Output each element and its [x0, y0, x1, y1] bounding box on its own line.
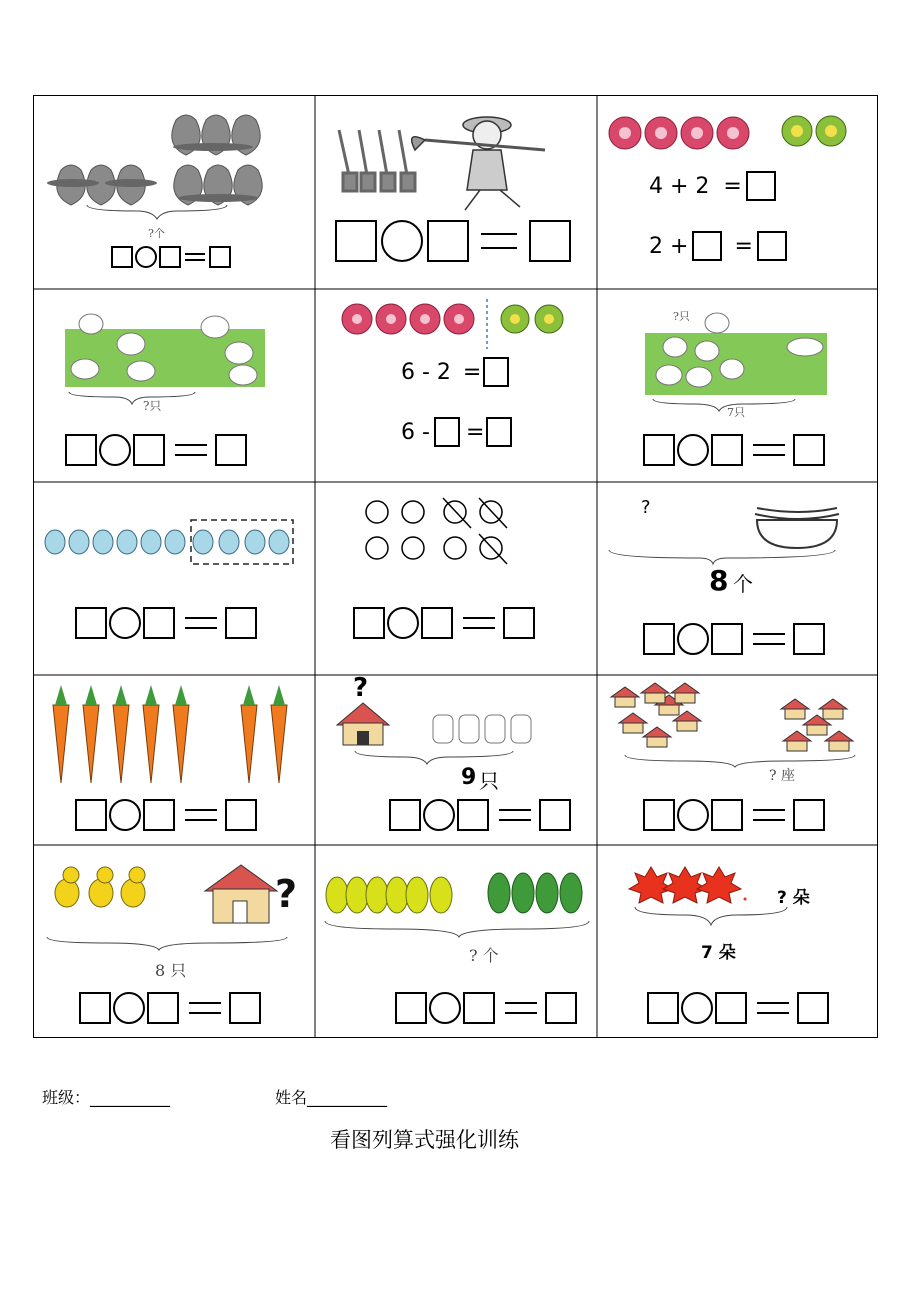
answer-box[interactable] — [75, 799, 107, 831]
equation-template — [75, 799, 257, 831]
equation-template — [643, 434, 825, 466]
equation-template — [389, 799, 571, 831]
equation-template — [643, 623, 825, 655]
rabbits-illustration — [33, 289, 315, 424]
answer-box[interactable] — [711, 434, 743, 466]
answer-box[interactable] — [793, 623, 825, 655]
houses-label: ? 座 — [769, 768, 795, 784]
cell-shovels — [315, 95, 597, 289]
bowls-question: ? — [641, 497, 651, 518]
equation-template — [395, 992, 577, 1024]
cats-total-number: 9 — [461, 765, 477, 790]
cell-flowers-add — [597, 95, 878, 289]
answer-box[interactable] — [643, 623, 675, 655]
peach-illustration — [33, 95, 315, 245]
answer-box[interactable] — [711, 799, 743, 831]
answer-box[interactable] — [643, 434, 675, 466]
answer-box[interactable] — [483, 357, 509, 387]
answer-box[interactable] — [545, 992, 577, 1024]
operator-circle[interactable] — [109, 607, 141, 639]
equation-2 — [649, 231, 787, 261]
eq1-equals: = — [723, 173, 742, 199]
cell-eggs — [33, 482, 315, 675]
class-blank[interactable]: __________ — [90, 1088, 171, 1107]
cell-rabbits — [33, 289, 315, 482]
answer-box[interactable] — [757, 231, 787, 261]
cell-peaches — [33, 95, 315, 289]
cats-question: ? — [353, 673, 369, 703]
answer-box[interactable] — [715, 992, 747, 1024]
equation-1 — [649, 171, 776, 201]
rabbits-question: ?只 — [673, 310, 690, 323]
equation-template — [335, 220, 571, 262]
equals-sign — [463, 607, 495, 639]
answer-box[interactable] — [225, 607, 257, 639]
answer-box[interactable] — [143, 799, 175, 831]
flowers-illustration — [315, 289, 597, 349]
rabbits-total-label: 7只 — [727, 406, 745, 419]
shovels-farmer-illustration — [315, 95, 597, 215]
answer-box[interactable] — [503, 607, 535, 639]
answer-box[interactable] — [225, 799, 257, 831]
operator-circle[interactable] — [429, 992, 461, 1024]
equation-template — [647, 992, 829, 1024]
answer-box[interactable] — [427, 220, 469, 262]
answer-box[interactable] — [539, 799, 571, 831]
answer-box[interactable] — [215, 434, 247, 466]
cell-carrots — [33, 675, 315, 845]
answer-box[interactable] — [111, 246, 133, 268]
answer-box[interactable] — [486, 417, 512, 447]
answer-box[interactable] — [692, 231, 722, 261]
answer-box[interactable] — [463, 992, 495, 1024]
maple-illustration — [597, 845, 878, 965]
name-label: 姓名 — [275, 1088, 308, 1107]
answer-box[interactable] — [209, 246, 231, 268]
operator-circle[interactable] — [381, 220, 423, 262]
answer-box[interactable] — [65, 434, 97, 466]
bowls-illustration — [597, 482, 878, 577]
answer-box[interactable] — [147, 992, 179, 1024]
cell-rabbits-total — [597, 289, 878, 482]
answer-box[interactable] — [353, 607, 385, 639]
equation-template — [65, 434, 247, 466]
question-mark-icon: ? — [275, 872, 298, 916]
operator-circle[interactable] — [135, 246, 157, 268]
equals-sign — [499, 799, 531, 831]
eq1-equals: = — [462, 359, 482, 385]
name-field — [275, 1085, 387, 1108]
answer-box[interactable] — [529, 220, 571, 262]
answer-box[interactable] — [746, 171, 776, 201]
operator-circle[interactable] — [387, 607, 419, 639]
equation-template — [79, 992, 261, 1024]
pears-label: ? 个 — [469, 946, 499, 965]
cell-maple — [597, 845, 878, 1038]
ducks-house-illustration — [33, 845, 315, 965]
answer-box[interactable] — [75, 607, 107, 639]
houses-illustration — [597, 675, 878, 775]
answer-box[interactable] — [133, 434, 165, 466]
equation-template — [643, 799, 825, 831]
equation-1 — [401, 357, 509, 387]
eq1-left: 4 + 2 — [649, 173, 710, 199]
operator-circle[interactable] — [99, 434, 131, 466]
operator-circle[interactable] — [677, 799, 709, 831]
equals-sign — [175, 434, 207, 466]
eq2-left: 6 - — [401, 419, 430, 445]
cell-houses — [597, 675, 878, 845]
equals-sign — [481, 220, 517, 262]
answer-box[interactable] — [647, 992, 679, 1024]
carrots-illustration — [33, 675, 315, 790]
bowls-total-number: 8 — [709, 564, 729, 597]
class-label: 班级： — [42, 1088, 91, 1107]
cell-bowls — [597, 482, 878, 675]
answer-box[interactable] — [143, 607, 175, 639]
cats-total-unit: 只 — [479, 769, 499, 793]
flowers-illustration — [597, 95, 878, 165]
circles-illustration — [315, 482, 597, 582]
operator-circle[interactable] — [113, 992, 145, 1024]
equation-2 — [401, 417, 512, 447]
maple-question: ? 朵 — [777, 888, 810, 908]
equals-sign — [757, 992, 789, 1024]
answer-box[interactable] — [79, 992, 111, 1024]
cell-pears — [315, 845, 597, 1038]
answer-box[interactable] — [335, 220, 377, 262]
eq2-equals: = — [465, 419, 485, 445]
answer-box[interactable] — [793, 434, 825, 466]
maple-total-label: 7 朵 — [701, 943, 736, 963]
operator-circle[interactable] — [677, 623, 709, 655]
equals-sign — [753, 434, 785, 466]
equals-sign — [185, 607, 217, 639]
operator-circle[interactable] — [681, 992, 713, 1024]
equals-sign — [185, 799, 217, 831]
equation-template — [111, 246, 231, 268]
exercise-grid — [33, 95, 878, 1038]
equals-sign — [753, 799, 785, 831]
answer-box[interactable] — [793, 799, 825, 831]
operator-circle[interactable] — [109, 799, 141, 831]
bowls-total-unit: 个 — [733, 572, 753, 596]
answer-box[interactable] — [434, 417, 460, 447]
equals-sign — [185, 246, 205, 268]
worksheet-title: 看图列算式强化训练 — [330, 1128, 519, 1152]
peach-label: ?个 — [148, 227, 165, 240]
answer-box[interactable] — [389, 799, 421, 831]
ducks-label: 8 只 — [155, 961, 187, 980]
cell-circles — [315, 482, 597, 675]
cell-ducks — [33, 845, 315, 1038]
eq2-equals: = — [734, 233, 753, 259]
equals-sign — [505, 992, 537, 1024]
eq1-left: 6 - 2 — [401, 359, 451, 385]
answer-box[interactable] — [457, 799, 489, 831]
equals-sign — [753, 623, 785, 655]
cell-cats — [315, 675, 597, 845]
pears-leaves-illustration — [315, 845, 597, 965]
eggs-illustration — [33, 482, 315, 582]
equals-sign — [189, 992, 221, 1024]
equation-template — [75, 607, 257, 639]
answer-box[interactable] — [395, 992, 427, 1024]
cell-flowers-subtract — [315, 289, 597, 482]
eq2-left: 2 + — [649, 233, 689, 259]
name-blank[interactable]: __________ — [307, 1088, 388, 1107]
operator-circle[interactable] — [677, 434, 709, 466]
answer-box[interactable] — [797, 992, 829, 1024]
answer-box[interactable] — [643, 799, 675, 831]
answer-box[interactable] — [421, 607, 453, 639]
rabbits-label: ?只 — [143, 399, 162, 413]
class-field — [42, 1085, 170, 1108]
operator-circle[interactable] — [423, 799, 455, 831]
answer-box[interactable] — [229, 992, 261, 1024]
answer-box[interactable] — [711, 623, 743, 655]
answer-box[interactable] — [159, 246, 181, 268]
equation-template — [353, 607, 535, 639]
